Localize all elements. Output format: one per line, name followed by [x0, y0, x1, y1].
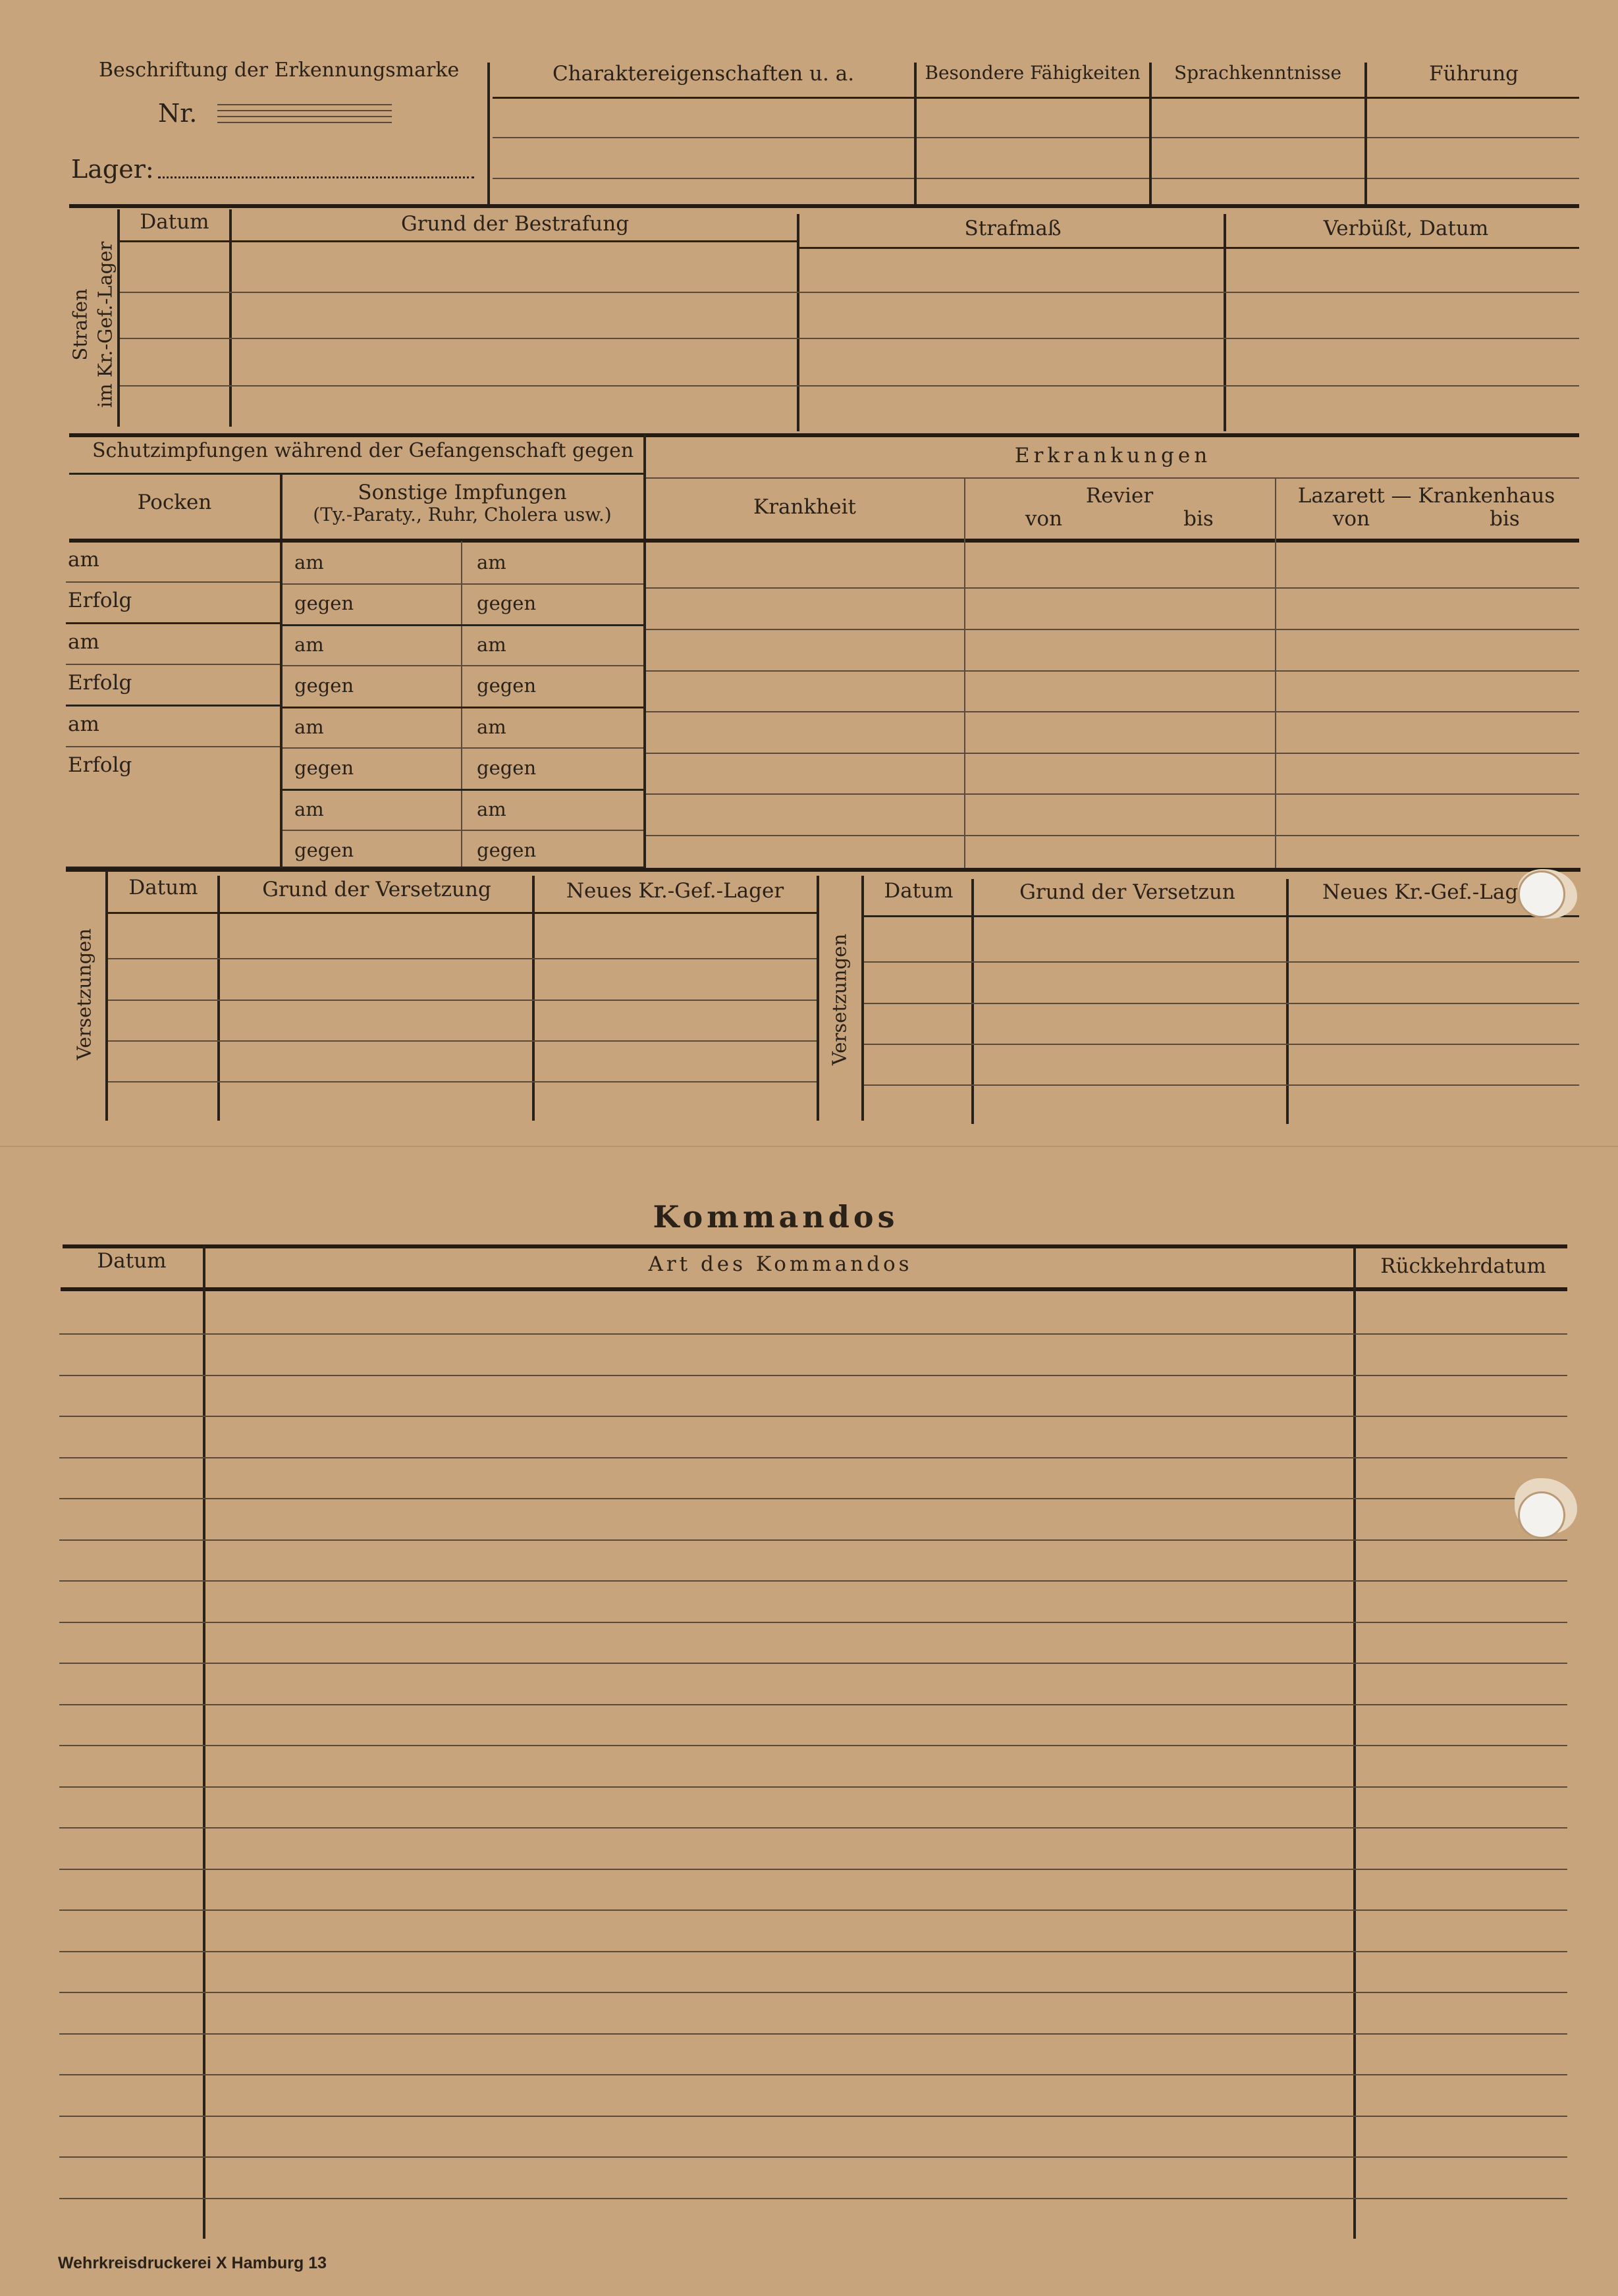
vacc-left-row: Erfolg [68, 589, 132, 612]
vacc-mid-row: gegen [294, 839, 354, 861]
vacc-left-row: am [68, 630, 99, 654]
lager-label: Lager: [71, 155, 154, 184]
vacc-mid-row: gegen [477, 757, 537, 779]
lazarett-label: Lazarett — Krankenhaus [1297, 484, 1555, 508]
vacc-mid-row: am [477, 551, 506, 574]
punish-side-2: im Kr.-Gef.-Lager [94, 241, 117, 408]
lazarett-von: von [1332, 507, 1370, 531]
punish-col-grund: Grund der Bestrafung [400, 212, 630, 236]
punish-side-1: Strafen [68, 288, 92, 361]
kommandos-rule [59, 1745, 1567, 1746]
punish-col-strafmass: Strafmaß [964, 217, 1062, 240]
vacc-mid-row: am [294, 551, 324, 574]
header-rule [493, 97, 1579, 99]
lazarett-bis: bis [1490, 507, 1520, 531]
revier-bis: bis [1183, 507, 1214, 531]
vacc-mid-row: am [477, 798, 506, 820]
revier-von: von [1025, 507, 1063, 531]
col-sprachen: Sprachkenntnisse [1173, 62, 1342, 84]
punch-hole-bottom [1518, 1491, 1565, 1539]
transfers-side-right: Versetzungen [828, 933, 851, 1066]
lager-field[interactable] [158, 176, 474, 178]
kommandos-col-rueckkehr: Rückkehrdatum [1380, 1254, 1546, 1278]
kommandos-rule [59, 1580, 1567, 1582]
other-vacc-label-2: (Ty.-Paraty., Ruhr, Cholera usw.) [313, 504, 612, 525]
fold-line [0, 1146, 1618, 1147]
nr-label: Nr. [158, 99, 198, 128]
vacc-mid-row: am [294, 716, 324, 738]
vacc-left-row: Erfolg [68, 671, 132, 695]
kommandos-rule [59, 2033, 1567, 2035]
other-vacc-label-1: Sonstige Impfungen [358, 481, 567, 504]
header-bottom-rule [69, 204, 1579, 208]
vacc-mid-row: gegen [294, 757, 354, 779]
vacc-mid-row: am [477, 716, 506, 738]
vacc-mid-row: gegen [294, 592, 354, 614]
kommandos-rule [59, 1375, 1567, 1376]
col-fuehrung: Führung [1428, 62, 1519, 86]
kommandos-title: Kommandos [653, 1199, 899, 1235]
header-divider [487, 63, 490, 204]
col-faehigkeiten: Besondere Fähigkeiten [925, 62, 1141, 84]
punch-hole-top [1518, 870, 1565, 918]
vacc-mid-row: am [294, 798, 324, 820]
transfer-right-col-lager: Neues Kr.-Gef.-Lag [1322, 880, 1519, 904]
vacc-mid-row: am [477, 633, 506, 656]
kommandos-rule [59, 1827, 1567, 1829]
nr-field[interactable] [217, 104, 392, 128]
vacc-mid-row: gegen [477, 674, 537, 697]
kommandos-rule [59, 2198, 1567, 2199]
transfer-col-datum: Datum [128, 876, 198, 899]
kommandos-rule [59, 1786, 1567, 1788]
col-charakter: Charaktereigenschaften u. a. [552, 62, 855, 86]
punish-col-verbuesst: Verbüßt, Datum [1323, 217, 1489, 240]
kommandos-col-art: Art des Kommandos [648, 1252, 913, 1276]
illness-title: Erkrankungen [1014, 444, 1212, 467]
vacc-mid-row: gegen [477, 839, 537, 861]
kommandos-rule [59, 1498, 1567, 1499]
transfer-right-col-datum: Datum [884, 879, 954, 903]
kommandos-col-datum: Datum [97, 1249, 167, 1273]
kommandos-rule [59, 1539, 1567, 1541]
transfer-col-grund: Grund der Versetzung [262, 878, 491, 901]
printer-imprint: Wehrkreisdruckerei X Hamburg 13 [58, 2254, 327, 2272]
kommandos-col-divider [203, 1246, 205, 2239]
vacc-left-row: am [68, 548, 99, 572]
kommandos-col-divider [1353, 1248, 1356, 2239]
kommandos-rule [59, 1869, 1567, 1870]
vacc-title: Schutzimpfungen während der Gefangenschaft gegen [92, 439, 634, 462]
krankheit-label: Krankheit [753, 495, 856, 519]
kommandos-rule [59, 1992, 1567, 1993]
vacc-left-row: am [68, 712, 99, 736]
vacc-mid-row: gegen [477, 592, 537, 614]
kommandos-rule [59, 1704, 1567, 1705]
pocken-label: Pocken [137, 491, 212, 514]
transfer-right-col-grund: Grund der Versetzun [1019, 880, 1235, 904]
kommandos-rule [59, 1333, 1567, 1335]
kommandos-rule [59, 2074, 1567, 2075]
kommandos-rule [59, 1622, 1567, 1623]
kommandos-rule [59, 1951, 1567, 1952]
transfer-col-lager: Neues Kr.-Gef.-Lager [566, 879, 784, 903]
kommandos-rule [59, 1909, 1567, 1911]
vacc-left-row: Erfolg [68, 753, 132, 777]
kommandos-rule [59, 1663, 1567, 1664]
kommandos-rule [59, 1416, 1567, 1417]
kommandos-rule [59, 2156, 1567, 2158]
tag-label: Beschriftung der Erkennungsmarke [99, 59, 460, 82]
punish-col-datum: Datum [140, 210, 209, 234]
vacc-mid-row: am [294, 633, 324, 656]
kommandos-rule [59, 2116, 1567, 2117]
vacc-mid-row: gegen [294, 674, 354, 697]
revier-label: Revier [1085, 484, 1154, 508]
kommandos-rule [59, 1457, 1567, 1458]
transfers-side-left: Versetzungen [72, 928, 95, 1061]
